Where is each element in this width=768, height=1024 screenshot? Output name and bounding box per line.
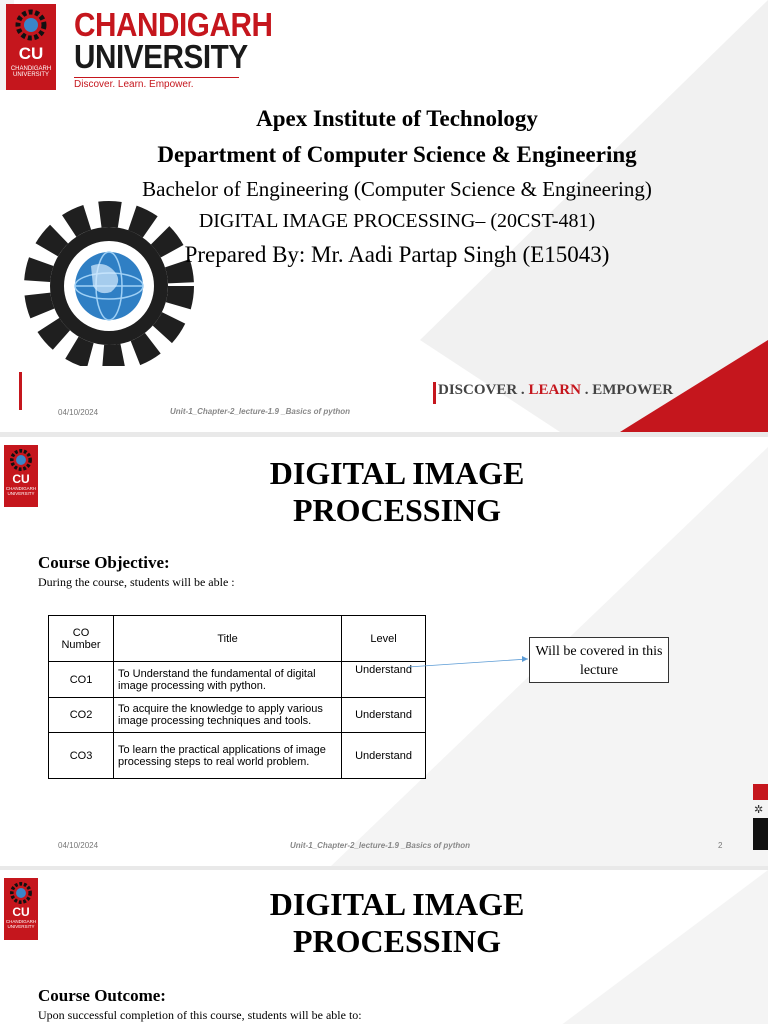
slogan-discover: DISCOVER . [438,382,529,398]
program-name: Bachelor of Engineering (Computer Science & Engineering) [142,177,652,201]
table-cell-co: CO1 [49,662,114,698]
gear-globe-icon [14,8,48,42]
title-slide [0,0,768,432]
table-header-co: CO Number [49,616,114,662]
logo-abbrev: CU [18,44,44,63]
logo-abbrev: CU [12,905,30,919]
table-cell-title: To acquire the knowledge to apply various image processing techniques and tools. [114,698,342,733]
table-cell-co: CO3 [49,733,114,779]
logo-sub: CHANDIGARH UNIVERSITY [5,486,37,496]
callout-note: Will be covered in this lecture [529,637,669,683]
section-heading: Course Objective: [38,553,170,572]
table-cell-title: To Understand the fundamental of digital image processing with python. [114,662,342,698]
gear-icon: ✲ [754,804,764,816]
prepared-by: Prepared By: Mr. Aadi Partap Singh (E15043) [184,242,610,267]
page-number: 2 [718,841,723,850]
slogan-empower: . EMPOWER [580,382,674,398]
table-cell-level: Understand [342,733,426,779]
logo-abbrev: CU [12,472,30,486]
slide-title-line1: DIGITAL IMAGE [269,886,525,922]
table-header-level: Level [342,616,426,662]
slide-title [0,886,768,960]
footer-date: 04/10/2024 [58,841,99,850]
footer-unit: Unit-1_Chapter-2_lecture-1.9 _Basics of python [290,841,471,850]
course-name: DIGITAL IMAGE PROCESSING– (20CST-481) [198,210,596,232]
table-cell-level: Understand [342,662,426,698]
section-intro: Upon successful completion of this course, students will be able to: [38,1008,362,1022]
brand-divider [74,77,239,78]
slogan [438,382,673,399]
institute-name: Apex Institute of Technology [256,106,538,131]
department-name: Department of Computer Science & Engineering [157,142,637,167]
section-intro: During the course, students will be able : [38,575,235,589]
slide-title-line1: DIGITAL IMAGE [269,455,525,491]
footer-date: 04/10/2024 [58,408,99,417]
table-cell-title: To learn the practical applications of image processing steps to real world problem. [114,733,342,779]
slide-title-line2: PROCESSING [292,923,502,959]
slide-title-line2: PROCESSING [292,492,502,528]
table-cell-level: Understand [342,698,426,733]
table-header-title: Title [114,616,342,662]
brand-name-line1: CHANDIGARH [74,6,273,43]
slogan-bar [433,382,436,404]
accent-bar [19,372,22,410]
slogan-learn: LEARN [528,382,581,398]
footer-unit: Unit-1_Chapter-2_lecture-1.9 _Basics of python [170,407,351,416]
cu-logo [6,4,56,90]
brand-name-line2: UNIVERSITY [74,38,248,75]
section-heading: Course Outcome: [38,986,166,1005]
course-outcome-slide [0,870,768,1024]
table-cell-co: CO2 [49,698,114,733]
brand-tagline: Discover. Learn. Empower. [74,79,194,90]
logo-sub: CHANDIGARH UNIVERSITY [5,919,37,929]
course-objective-slide [0,437,768,867]
logo-sub: CHANDIGARH UNIVERSITY [10,66,52,78]
